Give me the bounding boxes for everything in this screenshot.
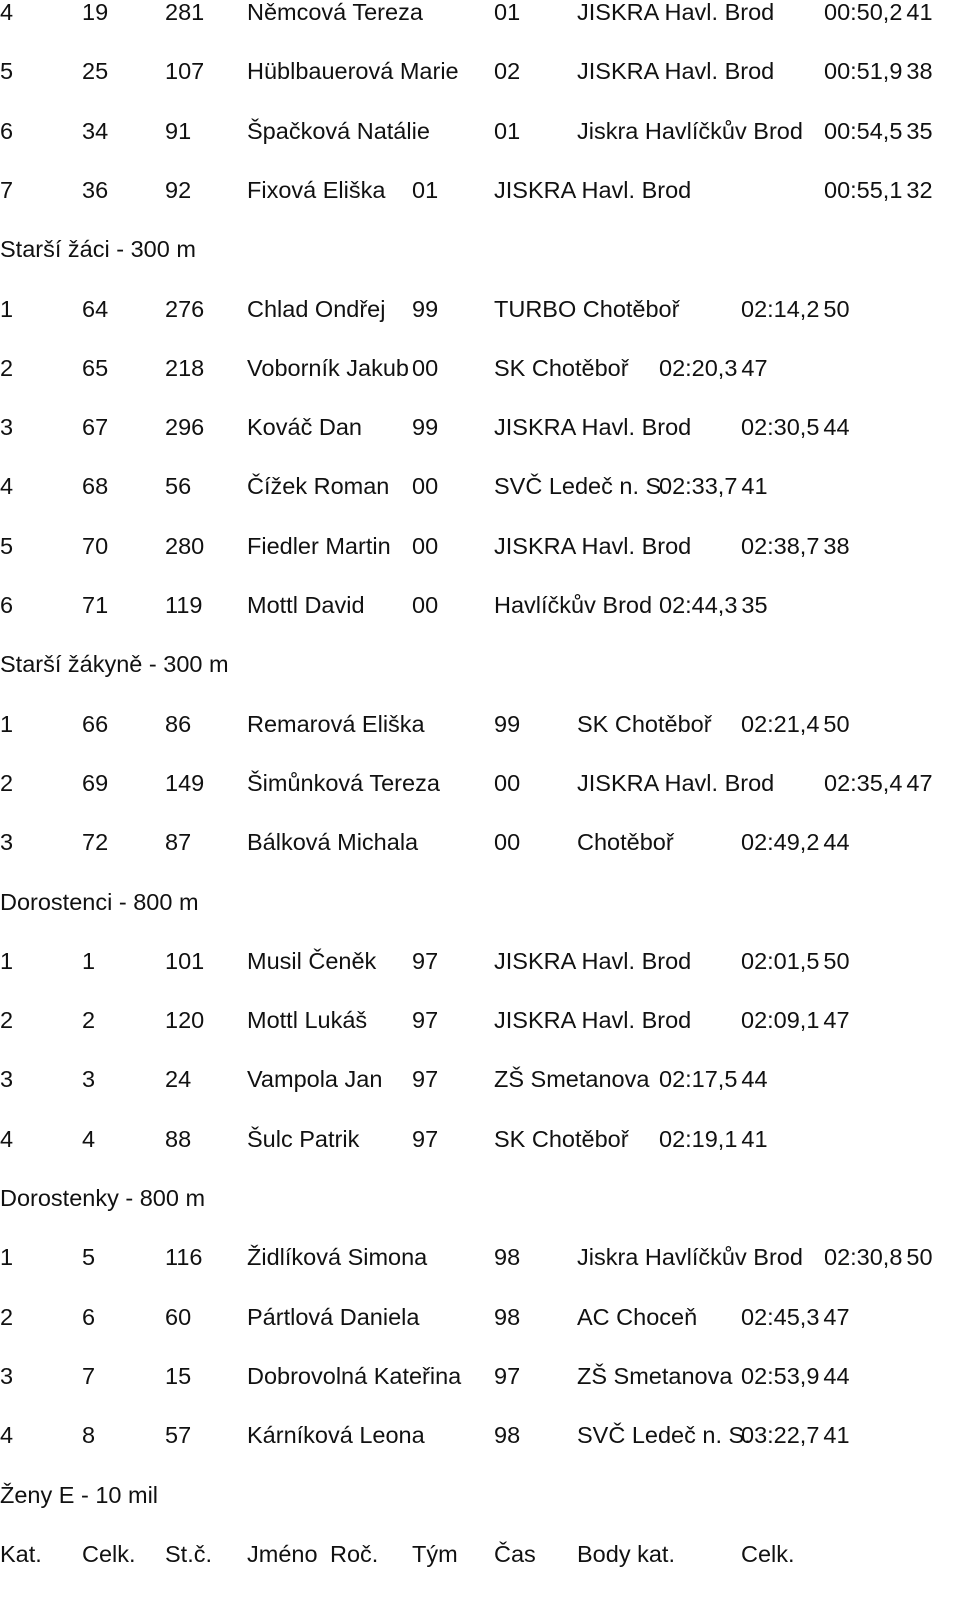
result-cell: 38 bbox=[906, 58, 933, 84]
result-cell: 44 bbox=[741, 1066, 768, 1092]
result-cell: 107 bbox=[165, 58, 205, 84]
result-cell: 35 bbox=[741, 592, 768, 618]
result-cell: Jiskra Havlíčkův Brod bbox=[577, 118, 803, 144]
result-cell: Hüblbauerová Marie bbox=[247, 58, 459, 84]
result-cell: 02:44,3 bbox=[659, 592, 738, 618]
result-cell: 280 bbox=[165, 533, 205, 559]
result-cell: 2 bbox=[82, 1007, 96, 1033]
result-cell: 01 bbox=[412, 177, 439, 203]
result-cell: 00:51,9 bbox=[824, 58, 903, 84]
result-cell: 70 bbox=[82, 533, 109, 559]
result-cell: Vampola Jan bbox=[247, 1066, 383, 1092]
result-cell: Roč. bbox=[330, 1541, 379, 1567]
result-cell: 97 bbox=[494, 1363, 521, 1389]
result-cell: Chotěboř bbox=[577, 829, 674, 855]
result-cell: SK Chotěboř bbox=[494, 1126, 629, 1152]
result-cell: 97 bbox=[412, 948, 439, 974]
result-cell: 57 bbox=[165, 1422, 192, 1448]
result-row bbox=[0, 706, 960, 742]
result-cell: SVČ Ledeč n. S. bbox=[494, 473, 668, 499]
category-heading: Starší žákyně - 300 m bbox=[0, 651, 229, 677]
result-cell: 02:20,3 bbox=[659, 355, 738, 381]
result-row bbox=[0, 172, 960, 208]
result-cell: 4 bbox=[0, 473, 14, 499]
result-cell: 47 bbox=[741, 355, 768, 381]
result-cell: 01 bbox=[494, 118, 521, 144]
result-row bbox=[0, 1061, 960, 1097]
result-row bbox=[0, 409, 960, 445]
result-cell: 5 bbox=[82, 1244, 96, 1270]
result-cell: 99 bbox=[412, 296, 439, 322]
result-row bbox=[0, 53, 960, 89]
result-cell: 41 bbox=[823, 1422, 850, 1448]
result-cell: 67 bbox=[82, 414, 109, 440]
result-cell: AC Choceň bbox=[577, 1304, 698, 1330]
result-cell: 3 bbox=[0, 1363, 14, 1389]
result-cell: 5 bbox=[0, 533, 14, 559]
result-cell: 98 bbox=[494, 1422, 521, 1448]
result-cell: 99 bbox=[494, 711, 521, 737]
result-cell: Kat. bbox=[0, 1541, 42, 1567]
result-cell: 119 bbox=[165, 592, 203, 618]
result-cell: SK Chotěboř bbox=[494, 355, 629, 381]
result-cell: 7 bbox=[82, 1363, 96, 1389]
result-cell: Body kat. bbox=[577, 1541, 675, 1567]
result-cell: JISKRA Havl. Brod bbox=[494, 948, 692, 974]
result-cell: Šulc Patrik bbox=[247, 1126, 360, 1152]
result-cell: 3 bbox=[82, 1066, 96, 1092]
result-cell: 41 bbox=[906, 0, 933, 25]
result-cell: Mottl Lukáš bbox=[247, 1007, 368, 1033]
result-cell: 2 bbox=[0, 355, 14, 381]
result-cell: 66 bbox=[82, 711, 109, 737]
result-cell: 02:30,8 bbox=[824, 1244, 903, 1270]
result-cell: 44 bbox=[823, 829, 850, 855]
result-cell: Fiedler Martin bbox=[247, 533, 391, 559]
result-row bbox=[0, 765, 960, 801]
result-cell: 36 bbox=[82, 177, 109, 203]
result-cell: Kárníková Leona bbox=[247, 1422, 425, 1448]
result-cell: 3 bbox=[0, 829, 14, 855]
result-cell: 6 bbox=[0, 592, 14, 618]
result-cell: 00 bbox=[412, 473, 439, 499]
result-cell: 47 bbox=[823, 1304, 850, 1330]
result-cell: 00 bbox=[412, 592, 439, 618]
result-cell: 2 bbox=[0, 1304, 14, 1330]
result-cell: Tým bbox=[412, 1541, 458, 1567]
result-cell: Bálková Michala bbox=[247, 829, 419, 855]
result-cell: 8 bbox=[82, 1422, 96, 1448]
result-cell: 87 bbox=[165, 829, 192, 855]
result-cell: 4 bbox=[0, 0, 14, 25]
result-cell: Špačková Natálie bbox=[247, 118, 430, 144]
result-cell: 4 bbox=[0, 1126, 14, 1152]
category-heading: Dorostenci - 800 m bbox=[0, 889, 199, 915]
result-cell: 00 bbox=[412, 355, 439, 381]
result-cell: 02:38,7 bbox=[741, 533, 820, 559]
result-cell: 44 bbox=[823, 414, 850, 440]
category-heading: Ženy E - 10 mil bbox=[0, 1482, 159, 1508]
result-cell: JISKRA Havl. Brod bbox=[577, 770, 775, 796]
result-cell: 02:17,5 bbox=[659, 1066, 738, 1092]
result-cell: 116 bbox=[165, 1244, 203, 1270]
result-cell: 149 bbox=[165, 770, 205, 796]
result-row bbox=[0, 0, 960, 30]
result-cell: 1 bbox=[0, 1244, 14, 1270]
result-cell: Celk. bbox=[741, 1541, 795, 1567]
result-cell: 25 bbox=[82, 58, 109, 84]
result-cell: 32 bbox=[906, 177, 933, 203]
result-cell: 00:54,5 bbox=[824, 118, 903, 144]
result-cell: 34 bbox=[82, 118, 109, 144]
result-cell: Čas bbox=[494, 1541, 536, 1567]
result-row bbox=[0, 291, 960, 327]
result-row bbox=[0, 943, 960, 979]
result-cell: 47 bbox=[906, 770, 933, 796]
result-row bbox=[0, 1358, 960, 1394]
result-row bbox=[0, 468, 960, 504]
result-cell: 3 bbox=[0, 414, 14, 440]
result-cell: 6 bbox=[82, 1304, 96, 1330]
result-cell: Němcová Tereza bbox=[247, 0, 423, 25]
result-cell: 60 bbox=[165, 1304, 192, 1330]
result-cell: 296 bbox=[165, 414, 205, 440]
result-row bbox=[0, 1299, 960, 1335]
result-cell: 7 bbox=[0, 177, 14, 203]
result-cell: 97 bbox=[412, 1007, 439, 1033]
result-cell: Celk. bbox=[82, 1541, 136, 1567]
result-row bbox=[0, 824, 960, 860]
result-cell: ZŠ Smetanova bbox=[494, 1066, 650, 1092]
result-cell: Mottl David bbox=[247, 592, 365, 618]
result-row bbox=[0, 1417, 960, 1453]
result-cell: 281 bbox=[165, 0, 205, 25]
result-cell: 98 bbox=[494, 1304, 521, 1330]
result-cell: 44 bbox=[823, 1363, 850, 1389]
result-cell: Pártlová Daniela bbox=[247, 1304, 420, 1330]
result-cell: 38 bbox=[823, 533, 850, 559]
result-cell: 4 bbox=[82, 1126, 96, 1152]
result-cell: 97 bbox=[412, 1066, 439, 1092]
result-cell: 72 bbox=[82, 829, 109, 855]
result-cell: 47 bbox=[823, 1007, 850, 1033]
result-cell: JISKRA Havl. Brod bbox=[494, 533, 692, 559]
result-cell: SK Chotěboř bbox=[577, 711, 712, 737]
result-cell: 02:01,5 bbox=[741, 948, 820, 974]
result-cell: JISKRA Havl. Brod bbox=[494, 414, 692, 440]
result-cell: 03:22,7 bbox=[741, 1422, 820, 1448]
result-cell: 97 bbox=[412, 1126, 439, 1152]
result-cell: SVČ Ledeč n. S. bbox=[577, 1422, 751, 1448]
result-cell: Dobrovolná Kateřina bbox=[247, 1363, 462, 1389]
result-cell: ZŠ Smetanova bbox=[577, 1363, 733, 1389]
result-cell: 1 bbox=[0, 711, 14, 737]
result-cell: 4 bbox=[0, 1422, 14, 1448]
category-heading: Dorostenky - 800 m bbox=[0, 1185, 206, 1211]
result-cell: 2 bbox=[0, 1007, 14, 1033]
result-cell: 86 bbox=[165, 711, 192, 737]
result-cell: 15 bbox=[165, 1363, 192, 1389]
result-cell: Chlad Ondřej bbox=[247, 296, 386, 322]
result-cell: 2 bbox=[0, 770, 14, 796]
result-cell: 3 bbox=[0, 1066, 14, 1092]
result-cell: 69 bbox=[82, 770, 109, 796]
result-cell: 276 bbox=[165, 296, 205, 322]
result-cell: 00:55,1 bbox=[824, 177, 903, 203]
category-heading: Starší žáci - 300 m bbox=[0, 236, 196, 262]
result-cell: 00:50,2 bbox=[824, 0, 903, 25]
result-cell: Kováč Dan bbox=[247, 414, 362, 440]
result-row bbox=[0, 1121, 960, 1157]
result-cell: Židlíková Simona bbox=[247, 1244, 428, 1270]
result-cell: 1 bbox=[0, 948, 14, 974]
result-cell: 5 bbox=[0, 58, 14, 84]
result-cell: 101 bbox=[165, 948, 205, 974]
result-cell: Fixová Eliška bbox=[247, 177, 386, 203]
result-row bbox=[0, 350, 960, 386]
result-cell: 65 bbox=[82, 355, 109, 381]
result-cell: 1 bbox=[82, 948, 96, 974]
result-row bbox=[0, 528, 960, 564]
result-cell: 19 bbox=[82, 0, 109, 25]
result-cell: 00 bbox=[494, 829, 521, 855]
result-cell: Jiskra Havlíčkův Brod bbox=[577, 1244, 803, 1270]
result-cell: St.č. bbox=[165, 1541, 213, 1567]
result-cell: 02 bbox=[494, 58, 521, 84]
result-cell: JISKRA Havl. Brod bbox=[494, 177, 692, 203]
result-row bbox=[0, 1002, 960, 1038]
result-cell: Havlíčkův Brod bbox=[494, 592, 653, 618]
result-cell: 92 bbox=[165, 177, 192, 203]
result-cell: 02:33,7 bbox=[659, 473, 738, 499]
result-row bbox=[0, 113, 960, 149]
result-cell: 02:30,5 bbox=[741, 414, 820, 440]
result-cell: Čížek Roman bbox=[247, 473, 390, 499]
result-cell: 68 bbox=[82, 473, 109, 499]
result-cell: 02:09,1 bbox=[741, 1007, 820, 1033]
result-cell: 02:19,1 bbox=[659, 1126, 738, 1152]
result-cell: 24 bbox=[165, 1066, 192, 1092]
result-cell: 41 bbox=[741, 1126, 768, 1152]
result-cell: 99 bbox=[412, 414, 439, 440]
result-cell: 6 bbox=[0, 118, 14, 144]
result-cell: 02:45,3 bbox=[741, 1304, 820, 1330]
result-cell: 50 bbox=[823, 948, 850, 974]
result-cell: Voborník Jakub bbox=[247, 355, 409, 381]
result-cell: 120 bbox=[165, 1007, 205, 1033]
result-cell: Jméno bbox=[247, 1541, 318, 1567]
result-cell: 35 bbox=[906, 118, 933, 144]
result-cell: 88 bbox=[165, 1126, 192, 1152]
result-cell: 02:14,2 bbox=[741, 296, 820, 322]
result-cell: 91 bbox=[165, 118, 192, 144]
result-cell: 98 bbox=[494, 1244, 521, 1270]
result-cell: Šimůnková Tereza bbox=[247, 770, 440, 796]
result-cell: 02:53,9 bbox=[741, 1363, 820, 1389]
result-cell: 00 bbox=[494, 770, 521, 796]
result-cell: JISKRA Havl. Brod bbox=[577, 58, 775, 84]
result-cell: 71 bbox=[82, 592, 109, 618]
result-cell: JISKRA Havl. Brod bbox=[494, 1007, 692, 1033]
result-row bbox=[0, 1536, 960, 1572]
result-cell: 02:35,4 bbox=[824, 770, 903, 796]
result-cell: 02:49,2 bbox=[741, 829, 820, 855]
result-row bbox=[0, 1239, 960, 1275]
result-cell: 50 bbox=[823, 711, 850, 737]
result-cell: Remarová Eliška bbox=[247, 711, 425, 737]
result-cell: Musil Čeněk bbox=[247, 948, 377, 974]
result-cell: 41 bbox=[741, 473, 768, 499]
result-cell: 64 bbox=[82, 296, 109, 322]
result-cell: 218 bbox=[165, 355, 205, 381]
result-cell: 02:21,4 bbox=[741, 711, 820, 737]
result-cell: TURBO Chotěboř bbox=[494, 296, 680, 322]
result-row bbox=[0, 587, 960, 623]
result-cell: JISKRA Havl. Brod bbox=[577, 0, 775, 25]
result-cell: 50 bbox=[906, 1244, 933, 1270]
result-cell: 50 bbox=[823, 296, 850, 322]
result-cell: 00 bbox=[412, 533, 439, 559]
result-cell: 1 bbox=[0, 296, 14, 322]
result-cell: 56 bbox=[165, 473, 192, 499]
result-cell: 01 bbox=[494, 0, 521, 25]
